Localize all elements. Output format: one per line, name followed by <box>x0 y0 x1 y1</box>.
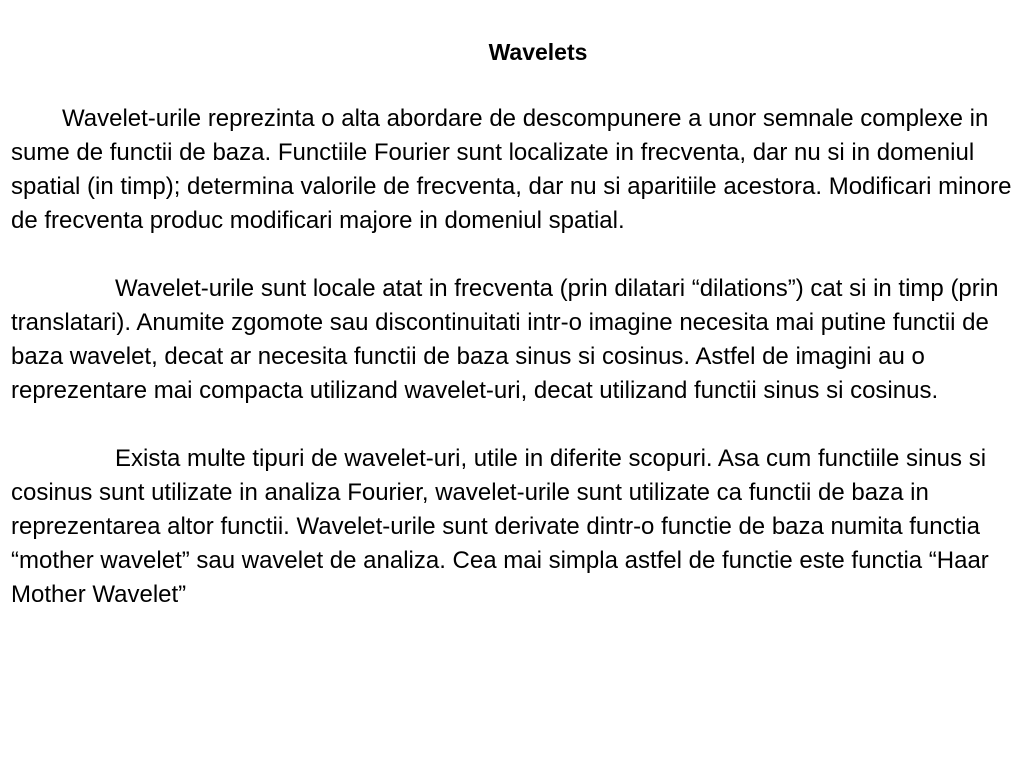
paragraph-locality: Wavelet-urile sunt locale atat in frecventa (prin dilatari “dilations”) cat si in timp (prin translatari). Anumite zgomote sau discontinuitati intr-o imagine necesita mai putine functii de baza wavelet, decat ar necesita functii de baza sinus si cosinus. Astfel de imagini au o reprezentare mai compacta utilizand wavelet-uri, decat utilizand functii sinus si cosinus. <box>11 275 999 404</box>
paragraph-types: Exista multe tipuri de wavelet-uri, utile in diferite scopuri. Asa cum functiile sinus si cosinus sunt utilizate in analiza Fourier, wavelet-urile sunt utilizate ca functii de baza in reprezentarea altor functii. Wavelet-urile sunt derivate dintr-o functie de baza numita functia “mother wavelet” sau wavelet de analiza. Cea mai simpla astfel de functie este functia “Haar Mother Wavelet” <box>11 445 989 608</box>
slide-title: Wavelets <box>488 39 588 65</box>
slide-body <box>11 102 1015 646</box>
paragraph-intro: Wavelet-urile reprezinta o alta abordare de descompunere a unor semnale complexe in sume de functii de baza. Functiile Fourier sunt localizate in frecventa, dar nu si in domeniul spatial (in timp); determina valorile de frecventa, dar nu si aparitiile acestora. Modificari minore de frecventa produc modificari majore in domeniul spatial. <box>11 105 1012 234</box>
